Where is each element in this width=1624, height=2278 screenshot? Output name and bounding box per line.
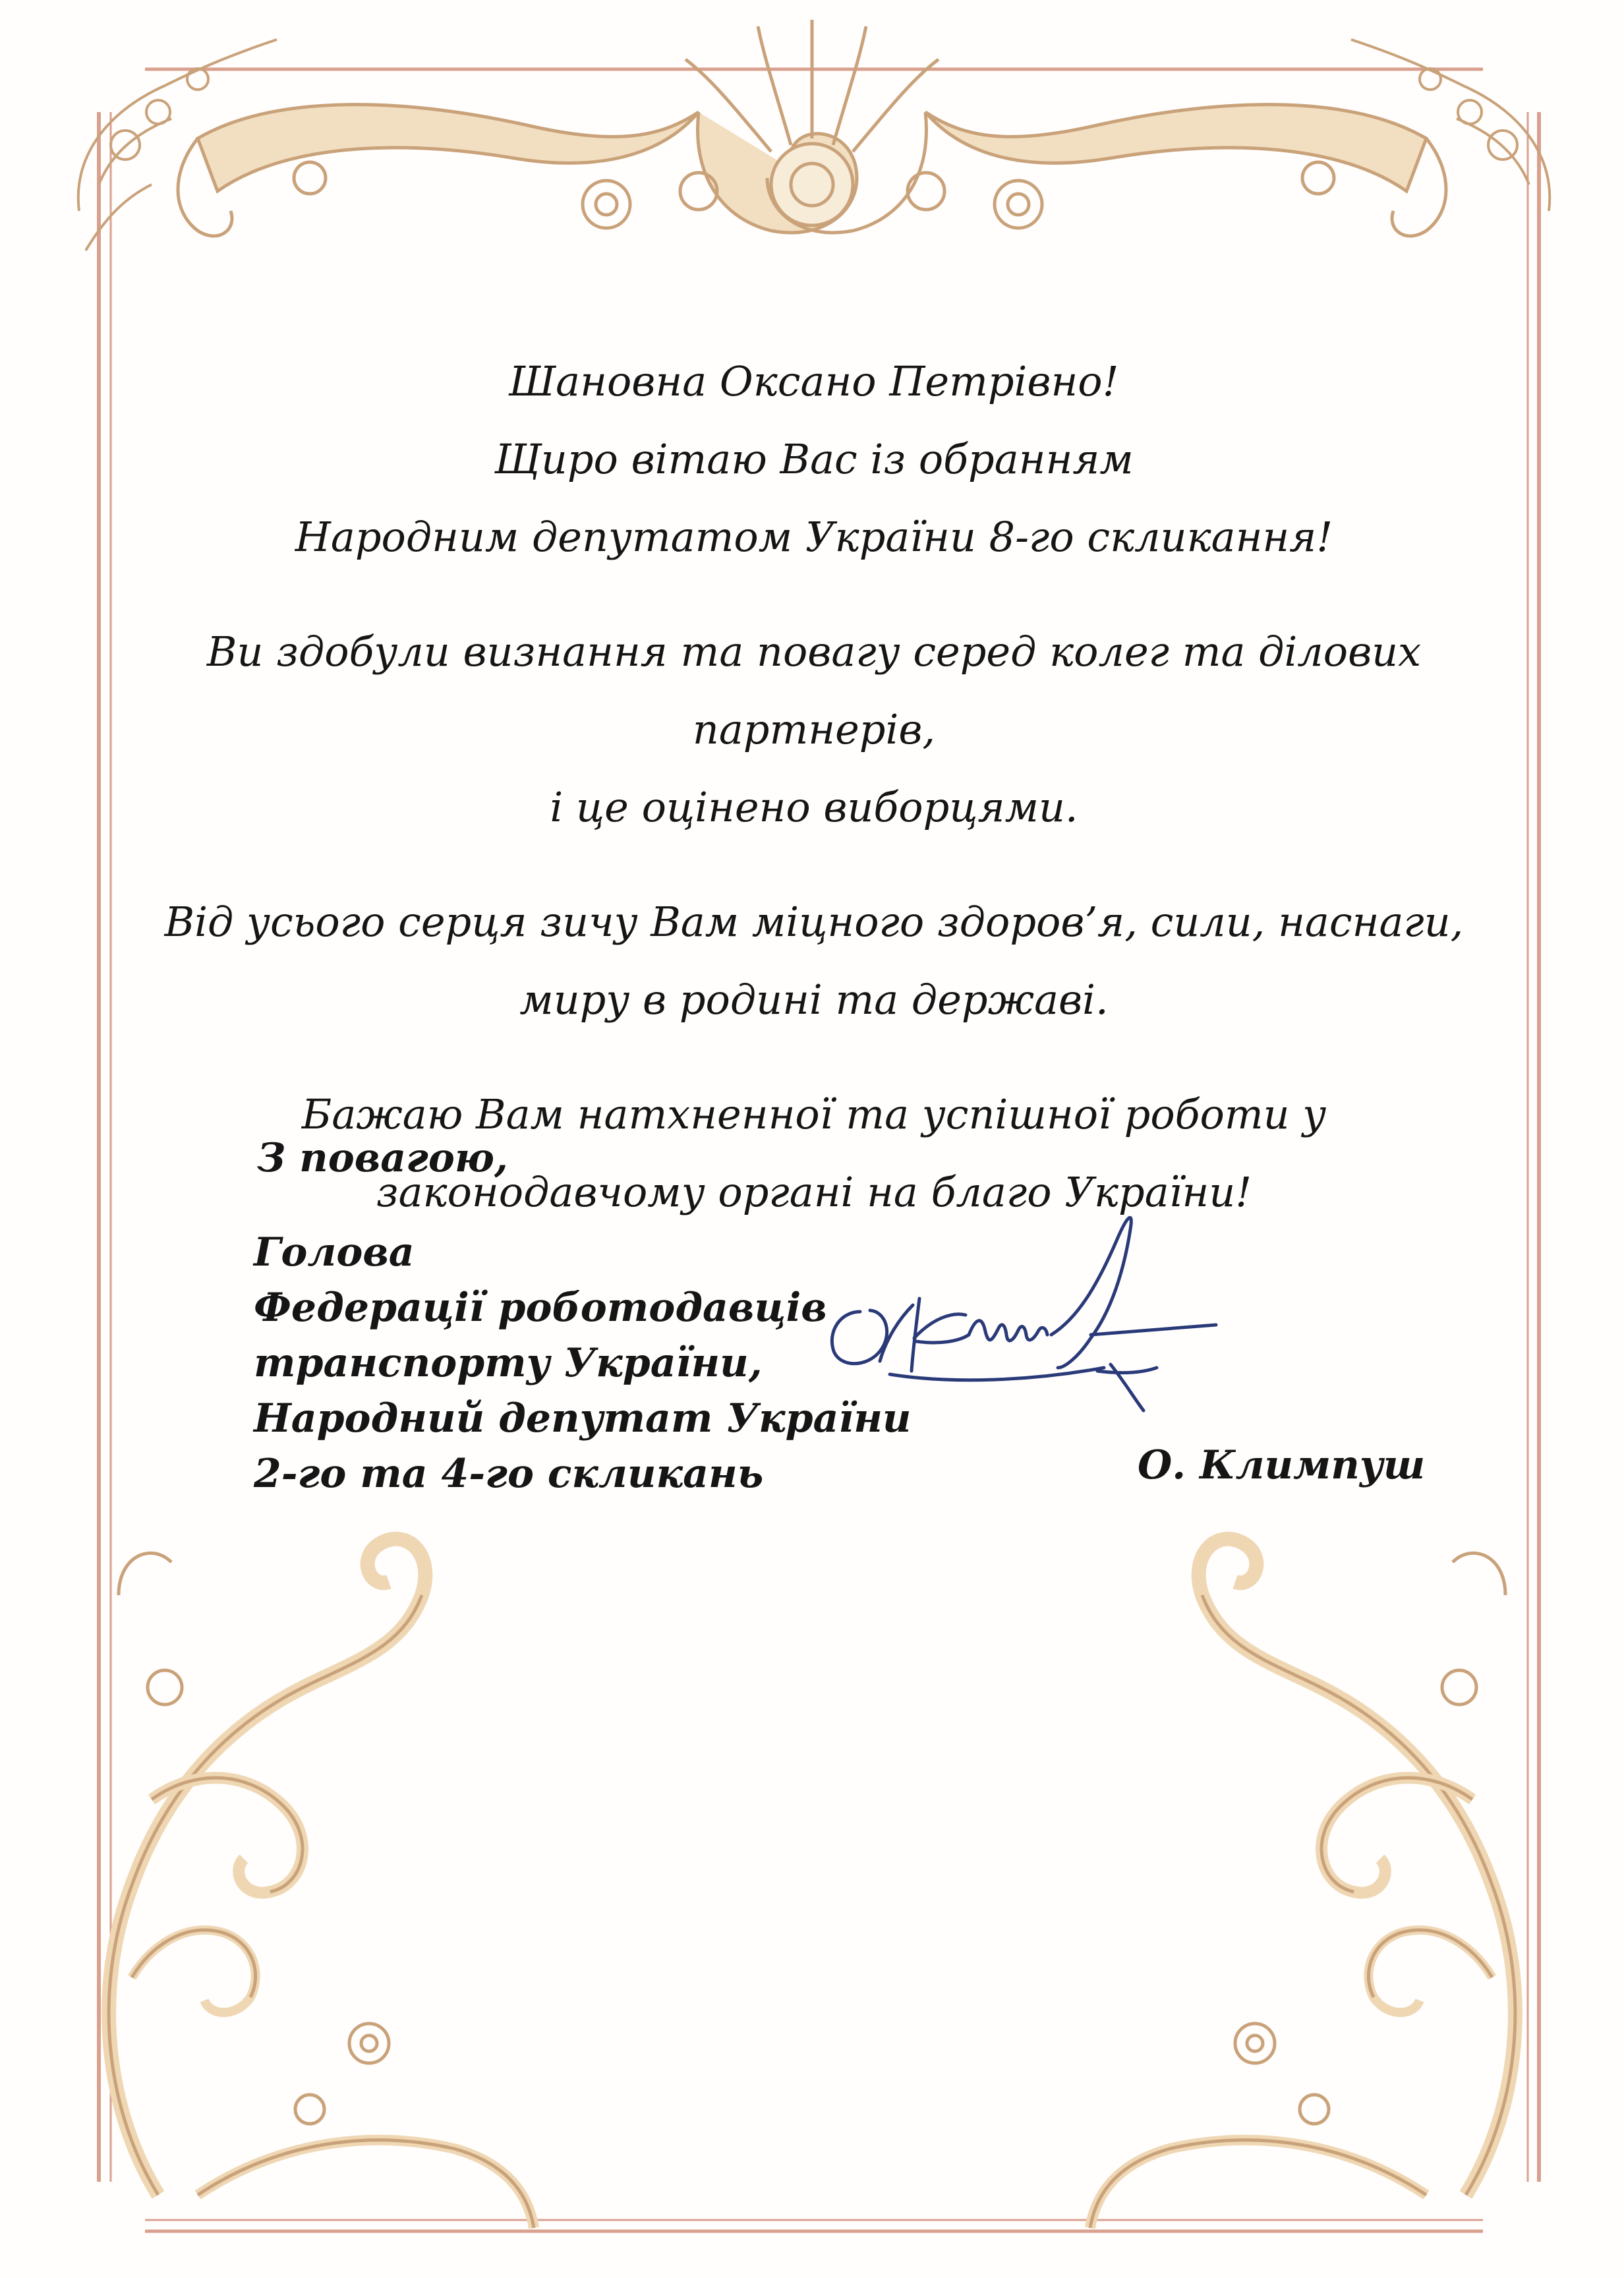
greeting-line: Народним депутатом України 8-го скликання! xyxy=(295,513,1333,561)
paragraph-line: Бажаю Вам натхненної та успішної роботи у xyxy=(301,1090,1327,1138)
signatory-line: Голова xyxy=(254,1229,415,1275)
greeting-block xyxy=(152,343,1476,576)
paragraph-line: Ви здобули визнання та повагу серед колег та ділових партнерів, xyxy=(206,628,1422,753)
swirl-ornament-icon xyxy=(109,1539,534,2228)
closing-phrase: З повагою, xyxy=(257,1135,508,1181)
paragraph-line: миру в родині та державі. xyxy=(519,976,1109,1024)
paragraph-wishes xyxy=(152,883,1476,1039)
paragraph-line: законодавчому органі на благо України! xyxy=(376,1168,1252,1216)
signatory-line: Федерації роботодавців xyxy=(254,1285,827,1331)
handwritten-signature xyxy=(801,1200,1249,1437)
paragraph-line: Від усього серця зичу Вам міцного здоров’я, сили, наснаги, xyxy=(164,898,1464,946)
scroll-ornament-icon xyxy=(178,20,1446,236)
greeting-line: Шановна Оксано Петрівно! xyxy=(509,357,1119,405)
paragraph-line: і це оцінено виборцями. xyxy=(550,783,1078,831)
greeting-line: Щиро вітаю Вас із обранням xyxy=(494,435,1134,483)
signer-name: О. Климпуш xyxy=(1138,1442,1426,1488)
letter-body xyxy=(152,343,1476,1268)
swirl-ornament-icon-right xyxy=(1090,1539,1515,2228)
signatory-line: Народний депутат України xyxy=(254,1395,912,1442)
paragraph-recognition xyxy=(152,613,1476,846)
signatory-line: 2-го та 4-го скликань xyxy=(254,1451,764,1497)
signatory-line: транспорту України, xyxy=(254,1340,763,1386)
